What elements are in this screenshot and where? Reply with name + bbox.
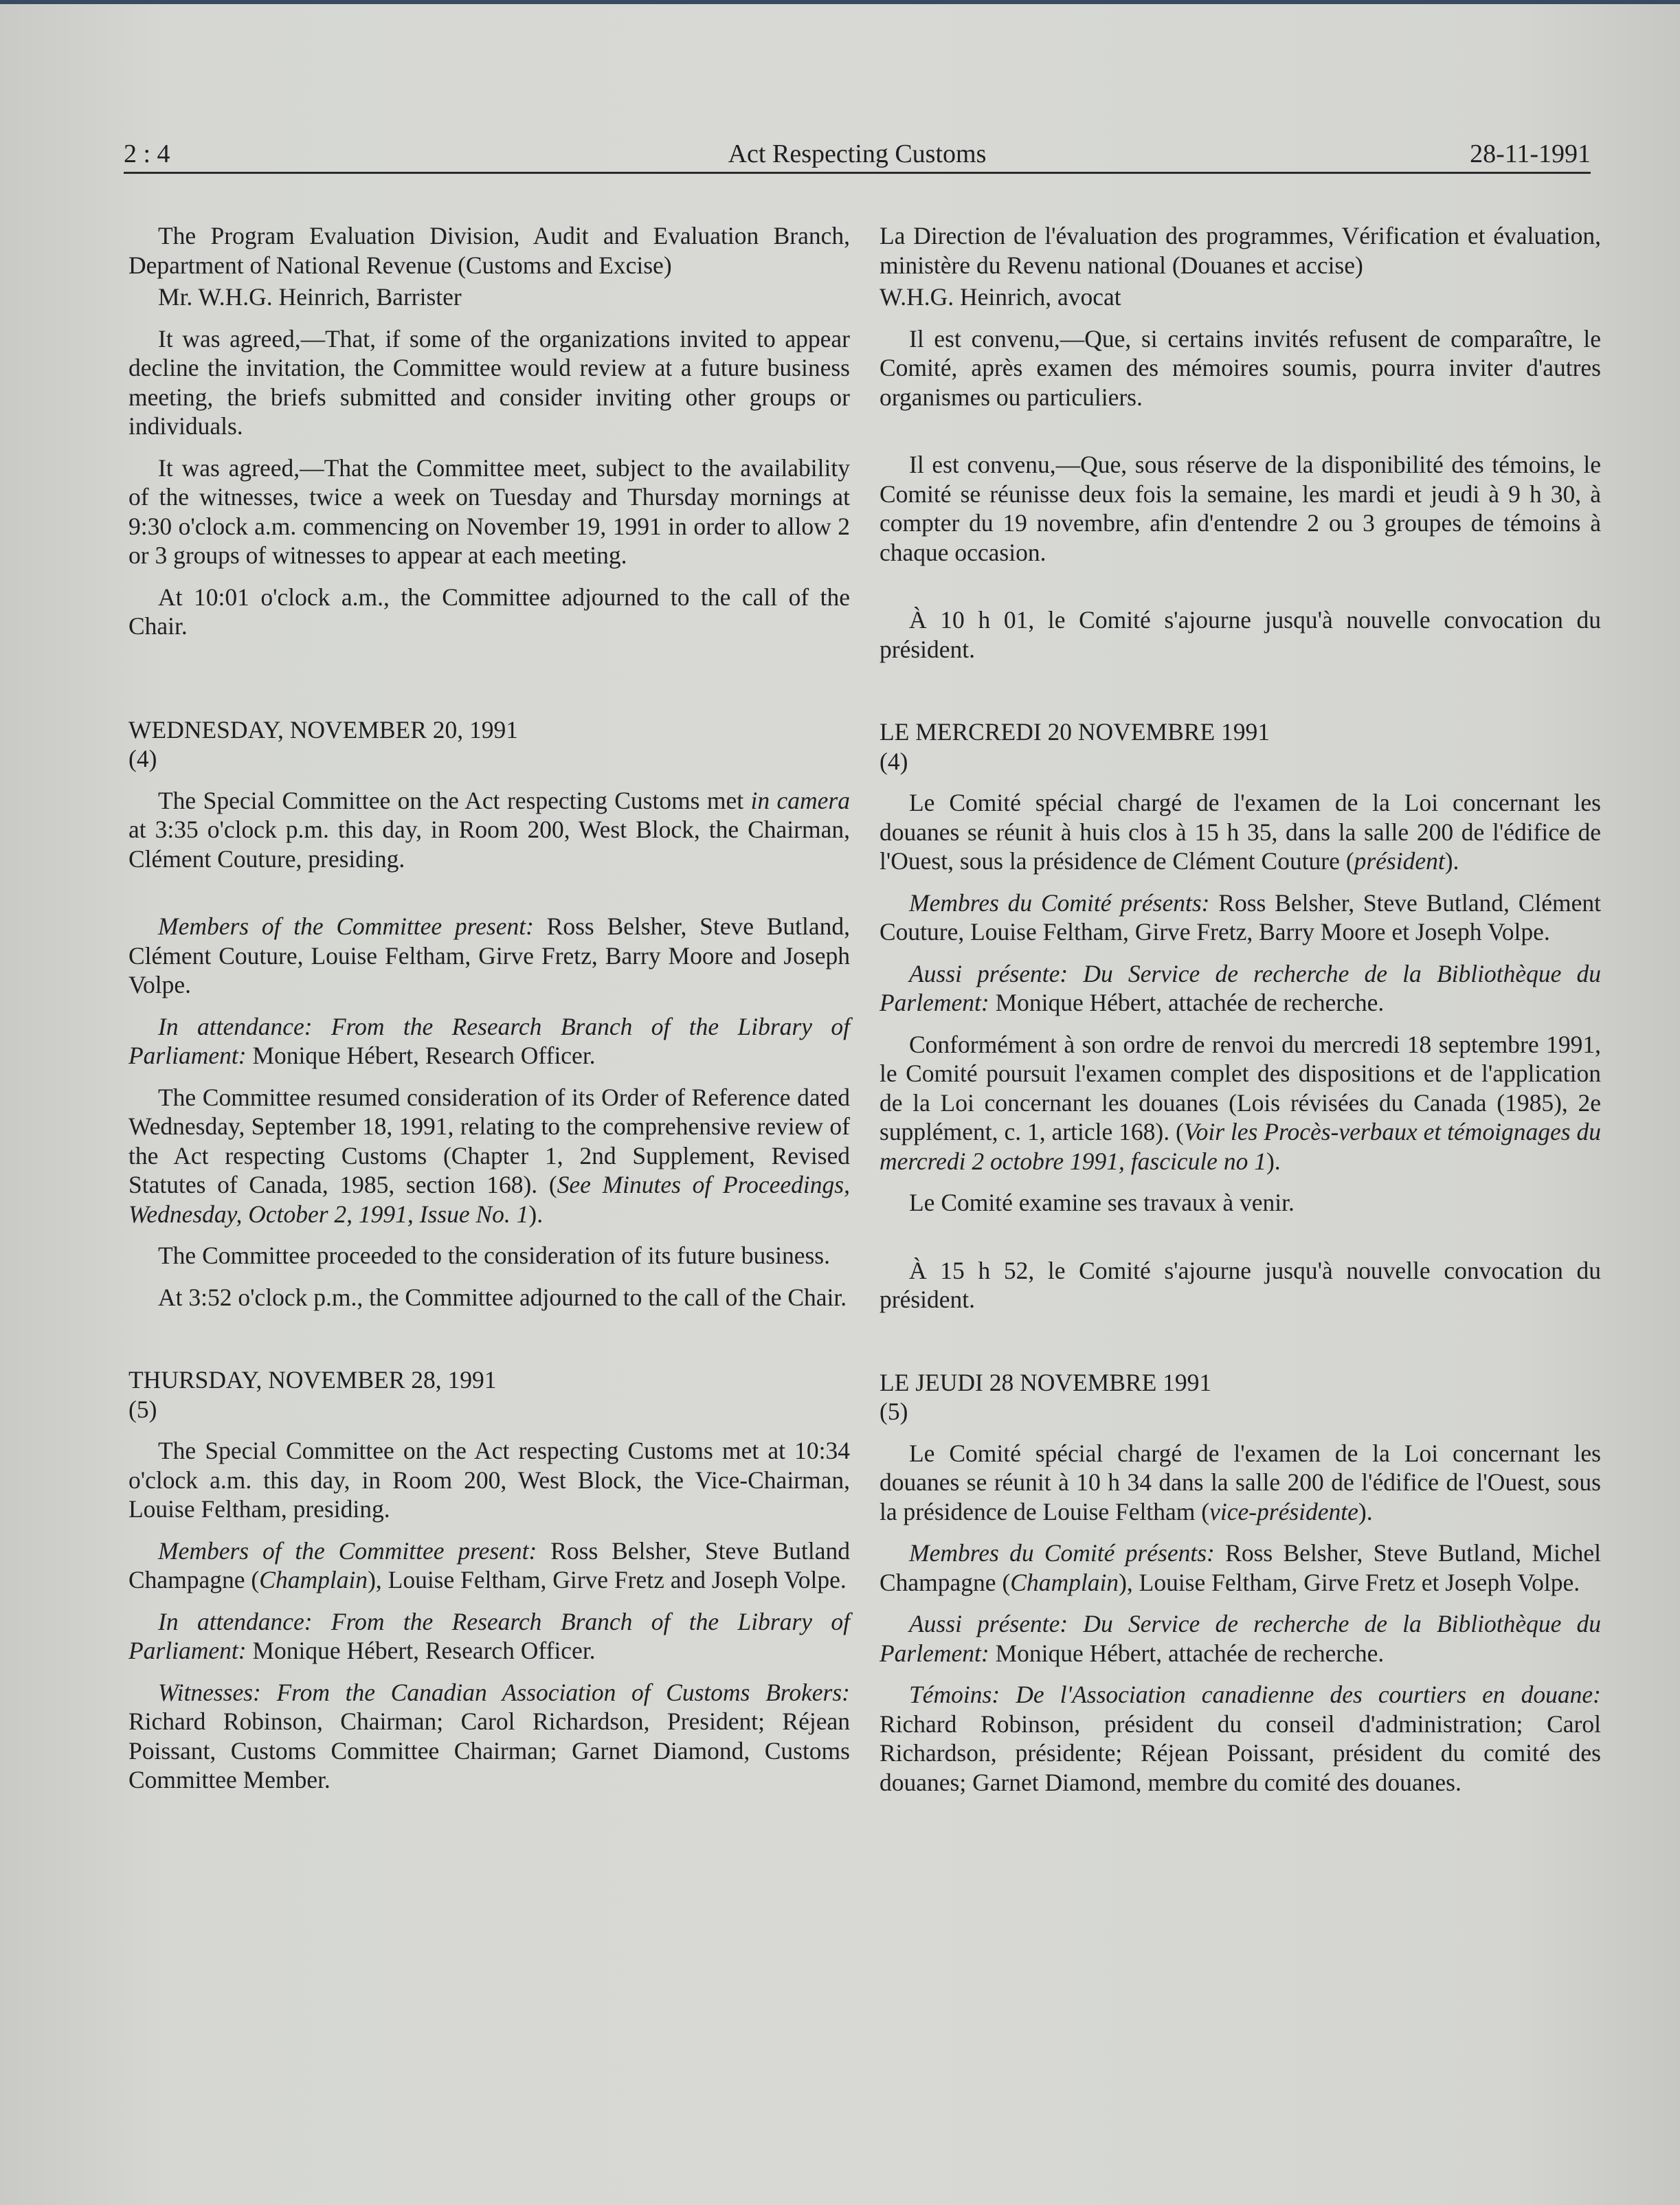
meeting-5-witnesses-fr: Témoins: De l'Association canadienne des courtiers en douane: Richard Robinson, président du conseil d'administration; Carol Richardson, présidente; Réjean Poissant, président du comité des douanes; Garnet Diamond, membre du comité des douanes. <box>880 1681 1601 1796</box>
agreed-paragraph-1: It was agreed,—That, if some of the organizations invited to appear decline the invitation, the Committee would review at a future business meeting, the briefs submitted and consider inviting other groups or individuals. <box>128 324 850 440</box>
meeting-5-members: Members of the Committee present: Ross Belsher, Steve Butland Champagne (Champlain), Louise Feltham, Girve Fretz and Joseph Volpe. <box>128 1536 851 1593</box>
meeting-5-number: (5) <box>128 1395 157 1423</box>
meeting-5-date: THURSDAY, NOVEMBER 28, 1991 <box>128 1366 497 1393</box>
witness-name: Mr. W.H.G. Heinrich, Barrister <box>158 283 462 311</box>
meeting-5-witnesses: Witnesses: From the Canadian Association of Customs Brokers: Richard Robinson, Chairman; Carol Richardson, President; Réjean Poissant, Customs Committee Chairman; Garnet Diamond, Customs Committee Member. <box>128 1678 850 1793</box>
meeting-4-attendance-fr: Aussi présente: Du Service de recherche de la Bibliothèque du Parlement: Monique Hébert, attachée de recherche. <box>880 959 1601 1016</box>
meeting-4-date: WEDNESDAY, NOVEMBER 20, 1991 <box>128 715 519 743</box>
meeting-4-attendance: In attendance: From the Research Branch of the Library of Parliament: Monique Hébert, Research Officer. <box>128 1012 850 1069</box>
meeting-5-number-fr: (5) <box>880 1398 908 1425</box>
meeting-4-intro-fr: Le Comité spécial chargé de l'examen de la Loi concernant les douanes se réunit à huis clos à 15 h 35, dans la salle 200 de l'édifice de l'Ouest, sous la présidence de Clément Couture (président). <box>880 789 1601 875</box>
header-date: 28-11-1991 <box>1470 139 1591 168</box>
meeting-5-intro: The Special Committee on the Act respecting Customs met at 10:34 o'clock a.m. this day, in Room 200, West Block, the Vice-Chairman, Louise Feltham, presiding. <box>128 1437 850 1523</box>
page-number: 2 : 4 <box>124 139 170 168</box>
meeting-5-attendance-fr: Aussi présente: Du Service de recherche de la Bibliothèque du Parlement: Monique Hébert, attachée de recherche. <box>880 1610 1601 1667</box>
meeting-4-adjournment: At 3:52 o'clock p.m., the Committee adjourned to the call of the Chair. <box>158 1283 847 1311</box>
witness-entry-fr: La Direction de l'évaluation des programmes, Vérification et évaluation, ministère du Revenu national (Douanes et accise) <box>880 222 1601 279</box>
agreed-paragraph-2: It was agreed,—That the Committee meet, subject to the availability of the witnesses, twice a week on Tuesday and Thursday mornings at 9:30 o'clock a.m. commencing on November 19, 1991 in order to allow 2 or 3 groups of witnesses to appear at each meeting. <box>128 454 850 569</box>
french-column <box>880 221 1601 1809</box>
meeting-5-intro-fr: Le Comité spécial chargé de l'examen de la Loi concernant les douanes se réunit à 10 h 34 dans la salle 200 de l'édifice de l'Ouest, sous la présidence de Louise Feltham (vice-présidente). <box>880 1439 1601 1525</box>
witness-entry: The Program Evaluation Division, Audit and Evaluation Branch, Department of National Revenue (Customs and Excise) <box>128 222 850 279</box>
scan-top-edge <box>0 0 1680 4</box>
meeting-4-members-fr: Membres du Comité présents: Ross Belsher, Steve Butland, Clément Couture, Louise Feltham, Girve Fretz, Barry Moore et Joseph Volpe. <box>880 888 1601 945</box>
meeting-4-members: Members of the Committee present: Ross Belsher, Steve Butland, Clément Couture, Louise Feltham, Girve Fretz, Barry Moore and Joseph Volpe. <box>128 913 851 998</box>
header-title: Act Respecting Customs <box>728 139 987 168</box>
meeting-5-date-fr: LE JEUDI 28 NOVEMBRE 1991 <box>880 1368 1212 1396</box>
running-header <box>124 135 1591 174</box>
adjournment-1-fr: À 10 h 01, le Comité s'ajourne jusqu'à nouvelle convocation du président. <box>880 606 1601 663</box>
meeting-5-members-fr: Membres du Comité présents: Ross Belsher, Steve Butland, Michel Champagne (Champlain), Louise Feltham, Girve Fretz et Joseph Volpe. <box>880 1539 1601 1596</box>
witness-name-fr: W.H.G. Heinrich, avocat <box>880 283 1121 311</box>
meeting-4-business-fr: Le Comité examine ses travaux à venir. <box>909 1189 1295 1216</box>
english-column <box>128 221 850 1807</box>
agreed-paragraph-2-fr: Il est convenu,—Que, sous réserve de la disponibilité des témoins, le Comité se réunisse deux fois la semaine, les mardi et jeudi à 9 h 30, à compter du 19 novembre, afin d'entendre 2 ou 3 groupes de témoins à chaque occasion. <box>880 451 1601 566</box>
meeting-5-attendance: In attendance: From the Research Branch of the Library of Parliament: Monique Hébert, Research Officer. <box>128 1607 850 1664</box>
meeting-4-date-fr: LE MERCREDI 20 NOVEMBRE 1991 <box>880 718 1270 746</box>
meeting-4-number-fr: (4) <box>880 747 908 775</box>
meeting-4-business: The Committee proceeded to the consideration of its future business. <box>158 1242 830 1269</box>
agreed-paragraph-1-fr: Il est convenu,—Que, si certains invités refusent de comparaître, le Comité, après examen des mémoires soumis, pourra inviter d'autres organismes ou particuliers. <box>880 324 1601 411</box>
meeting-4-adjournment-fr: À 15 h 52, le Comité s'ajourne jusqu'à nouvelle convocation du président. <box>880 1256 1601 1313</box>
meeting-4-intro: The Special Committee on the Act respecting Customs met in camera at 3:35 o'clock p.m. this day, in Room 200, West Block, the Chairman, Clément Couture, presiding. <box>128 786 850 873</box>
meeting-4-number: (4) <box>128 745 157 772</box>
meeting-4-order-of-reference: The Committee resumed consideration of its Order of Reference dated Wednesday, September 18, 1991, relating to the comprehensive review of the Act respecting Customs (Chapter 1, 2nd Supplement, Revised Statutes of Canada, 1985, section 168). (See Minutes of Proceedings, Wednesday, October 2, 1991, Issue No. 1). <box>128 1083 850 1228</box>
adjournment-1: At 10:01 o'clock a.m., the Committee adjourned to the call of the Chair. <box>128 583 850 640</box>
meeting-4-order-of-reference-fr: Conformément à son ordre de renvoi du mercredi 18 septembre 1991, le Comité poursuit l'examen complet des dispositions et de l'application de la Loi concernant les douanes (Lois révisées du Canada (1985), 2e supplément, c. 1, article 168). (Voir les Procès-verbaux et témoignages du mercredi 2 octobre 1991, fascicule no 1). <box>880 1030 1601 1175</box>
